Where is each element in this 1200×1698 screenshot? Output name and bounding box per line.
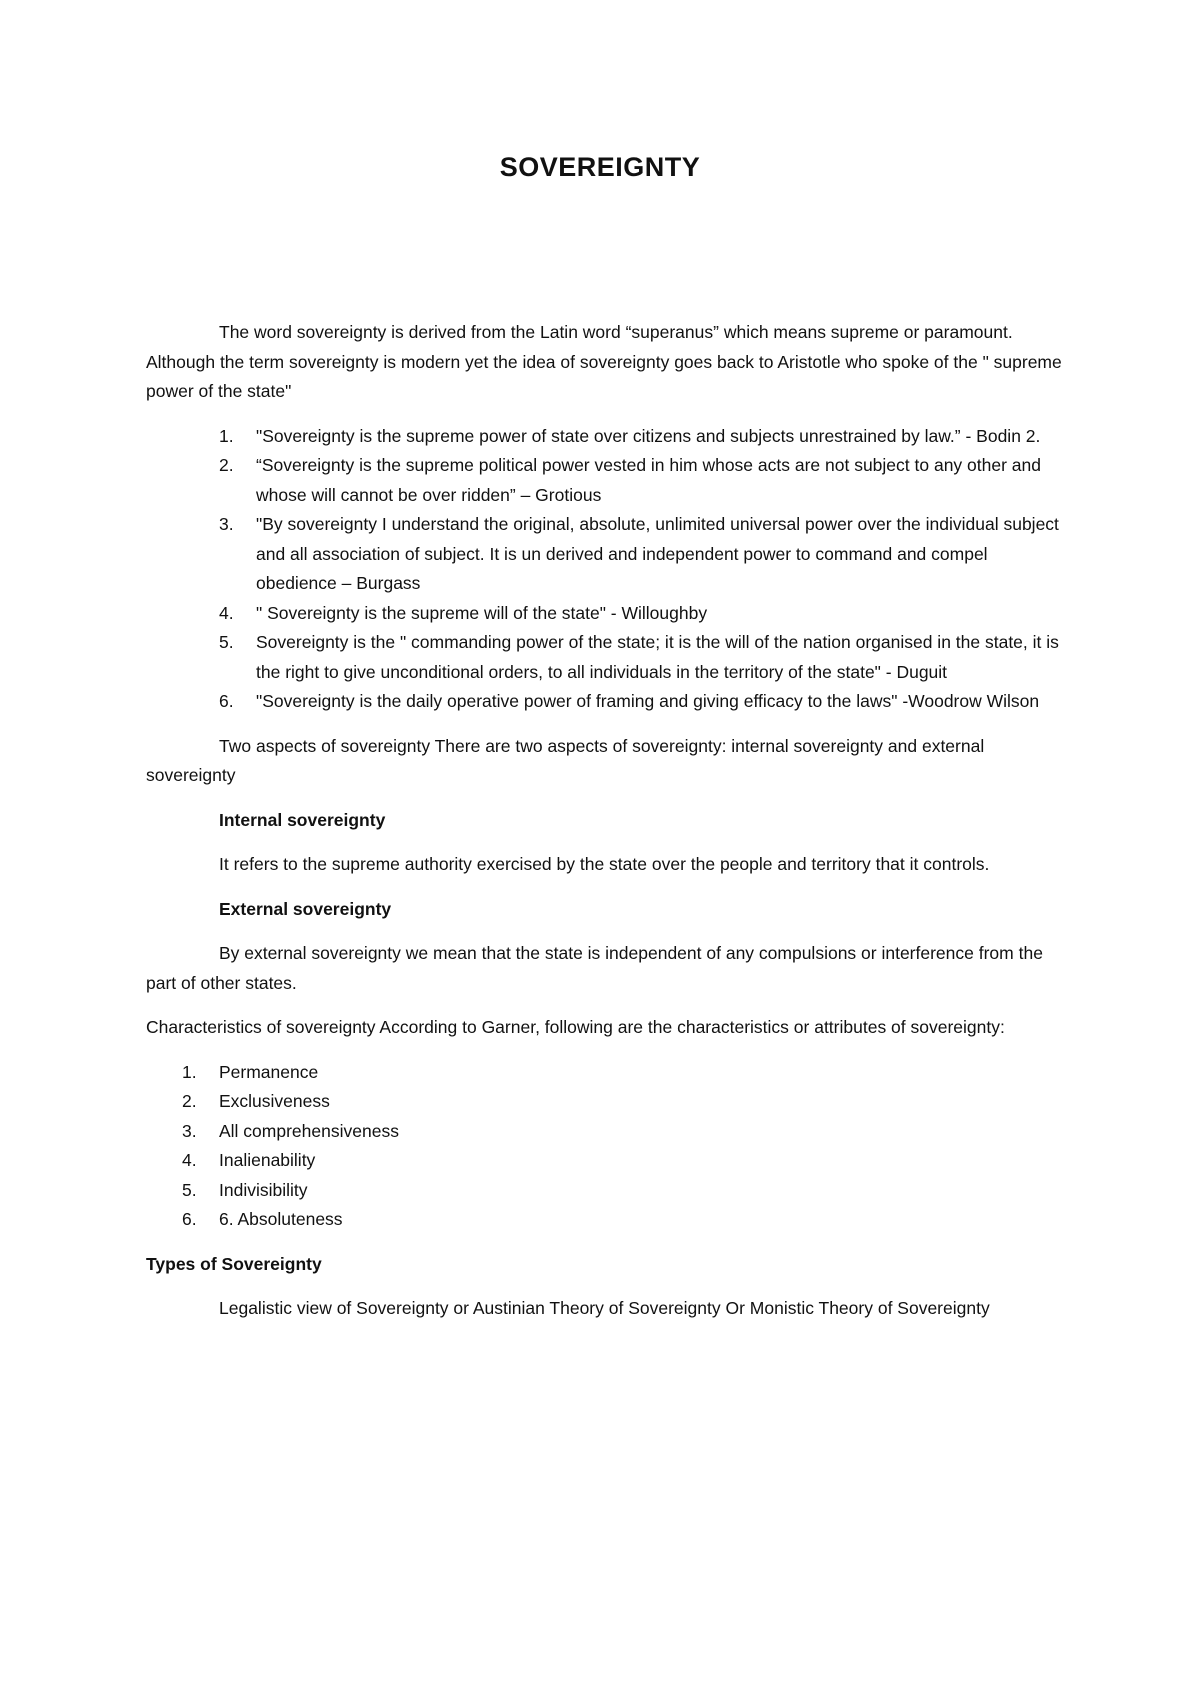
definition-item bbox=[146, 628, 1066, 687]
external-sovereignty-heading: External sovereignty bbox=[219, 898, 392, 919]
definition-item bbox=[146, 422, 1066, 452]
characteristic-item bbox=[146, 1087, 1066, 1117]
characteristic-text: Indivisibility bbox=[219, 1179, 308, 1200]
internal-sovereignty-heading: Internal sovereignty bbox=[219, 809, 386, 830]
definition-text: Sovereignty is the " commanding power of the state; it is the will of the nation organised in the state, it is the right to give unconditional orders, to all individuals in the territory of the state" - Duguit bbox=[256, 632, 1059, 682]
list-number: 5. bbox=[219, 632, 234, 652]
characteristic-item bbox=[146, 1058, 1066, 1088]
definition-text: "Sovereignty is the supreme power of state over citizens and subjects unrestrained by law.” - Bodin 2. bbox=[256, 425, 1041, 446]
document-body bbox=[146, 318, 1066, 1324]
definition-text: " Sovereignty is the supreme will of the state" - Willoughby bbox=[256, 602, 708, 623]
types-heading: Types of Sovereignty bbox=[146, 1253, 322, 1274]
list-number: 4. bbox=[219, 602, 234, 623]
characteristic-text: Permanence bbox=[219, 1061, 319, 1082]
list-number: 2. bbox=[219, 455, 234, 475]
external-sovereignty-paragraph: By external sovereignty we mean that the state is independent of any compulsions or interference from the part of other states. bbox=[146, 943, 1043, 993]
characteristic-item bbox=[146, 1205, 1066, 1235]
list-number: 6. bbox=[182, 1209, 197, 1229]
definition-item bbox=[146, 510, 1066, 599]
intro-paragraph: The word sovereignty is derived from the Latin word “superanus” which means supreme or paramount. Although the term sovereignty is modern yet the idea of sovereignty goes back to Aristotle who spoke of the " supreme power of the state" bbox=[146, 322, 1062, 401]
characteristic-item bbox=[146, 1146, 1066, 1176]
list-number: 5. bbox=[182, 1179, 197, 1200]
document-title: SOVEREIGNTY bbox=[499, 152, 701, 182]
definition-text: "By sovereignty I understand the original, absolute, unlimited universal power over the individual subject and all association of subject. It is un derived and independent power to command and compel obedience – Burgass bbox=[256, 514, 1059, 593]
characteristics-paragraph: Characteristics of sovereignty According to Garner, following are the characteristics or attributes of sovereignty: bbox=[146, 1017, 1005, 1037]
definition-text: “Sovereignty is the supreme political power vested in him whose acts are not subject to any other and whose will cannot be over ridden” – Grotious bbox=[256, 455, 1041, 505]
characteristic-text: Inalienability bbox=[219, 1150, 316, 1170]
list-number: 4. bbox=[182, 1150, 197, 1170]
characteristic-item bbox=[146, 1176, 1066, 1206]
characteristic-item bbox=[146, 1117, 1066, 1147]
characteristic-text: 6. Absoluteness bbox=[219, 1209, 343, 1229]
types-paragraph: Legalistic view of Sovereignty or Austinian Theory of Sovereignty Or Monistic Theory of Sovereignty bbox=[219, 1298, 990, 1318]
aspects-paragraph: Two aspects of sovereignty There are two aspects of sovereignty: internal sovereignty and external sovereignty bbox=[146, 735, 985, 785]
definition-item bbox=[146, 451, 1066, 510]
characteristics-list bbox=[146, 1058, 1066, 1235]
internal-sovereignty-paragraph: It refers to the supreme authority exercised by the state over the people and territory that it controls. bbox=[219, 854, 990, 874]
list-number: 3. bbox=[182, 1120, 197, 1141]
list-number: 3. bbox=[219, 514, 234, 534]
list-number: 1. bbox=[219, 425, 234, 446]
characteristic-text: All comprehensiveness bbox=[219, 1120, 399, 1141]
characteristic-text: Exclusiveness bbox=[219, 1091, 330, 1111]
definition-text: "Sovereignty is the daily operative power of framing and giving efficacy to the laws" -Woodrow Wilson bbox=[256, 691, 1040, 711]
definitions-list bbox=[146, 422, 1066, 717]
list-number: 2. bbox=[182, 1091, 197, 1111]
definition-item bbox=[146, 687, 1066, 717]
definition-item bbox=[146, 599, 1066, 629]
list-number: 6. bbox=[219, 691, 234, 711]
list-number: 1. bbox=[182, 1061, 197, 1082]
